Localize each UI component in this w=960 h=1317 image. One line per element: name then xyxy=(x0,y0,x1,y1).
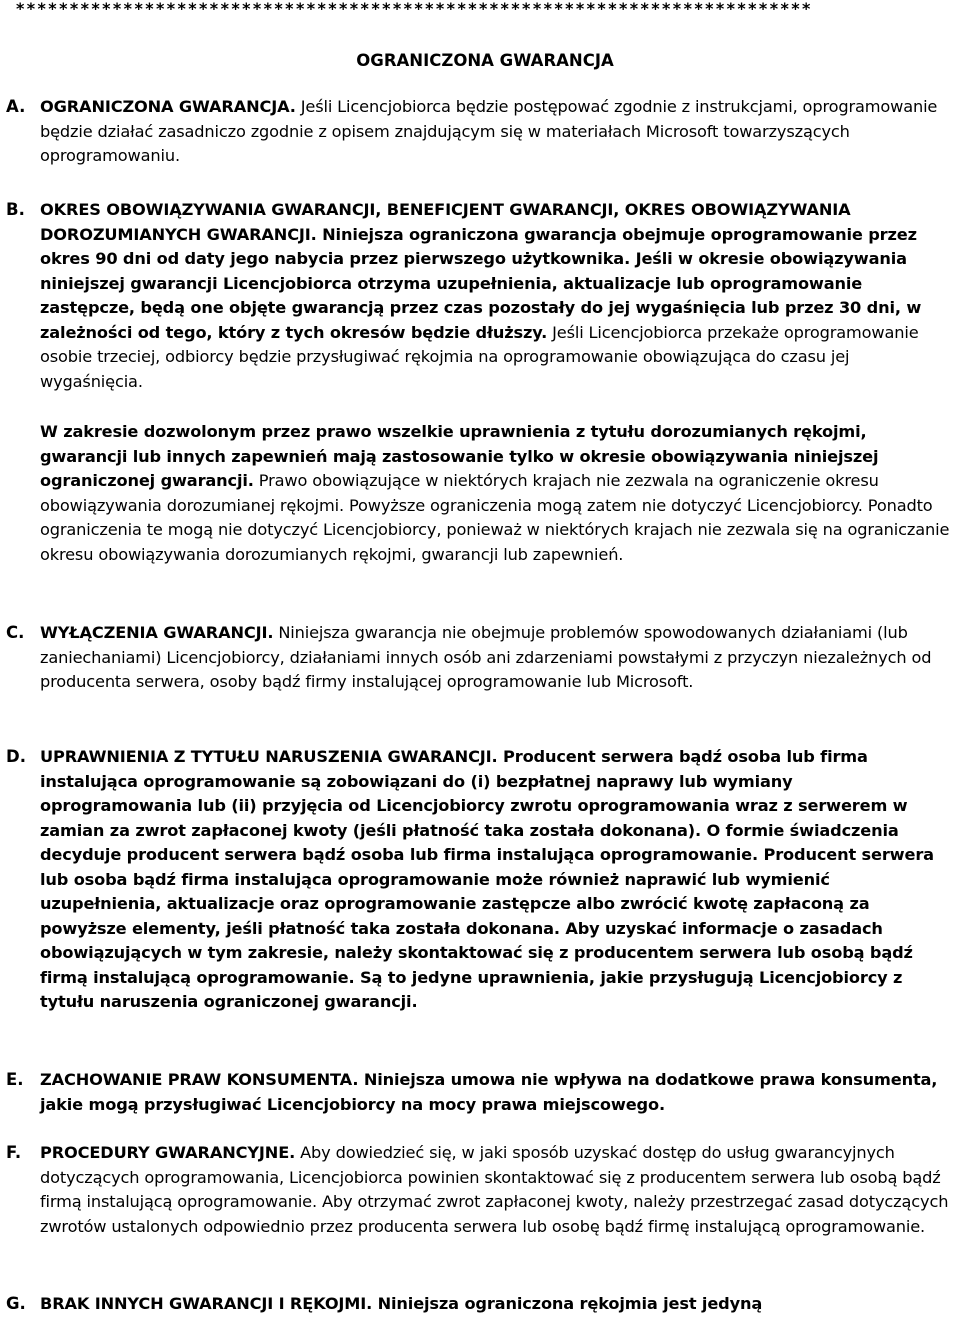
section-a-body xyxy=(40,95,950,169)
section-f-heading: PROCEDURY GWARANCYJNE. xyxy=(40,1143,296,1162)
section-e-letter: E. xyxy=(6,1070,24,1089)
section-f-text: Aby dowiedzieć się, w jaki sposób uzyskać dostęp do usług gwarancyjnych dotyczących oprogramowania, Licencjobiorca powinien skontaktować się z producentem serwera lub osobą bądź firmą instalującą oprogramowanie. Aby otrzymać zwrot zapłaconej kwoty, należy przestrzegać zasad dotyczących zwrotów ustalonych odpowiednio przez producenta serwera lub osobę bądź firmę instalującą oprogramowanie. xyxy=(40,1143,949,1236)
section-c-body xyxy=(40,621,950,695)
section-d-letter: D. xyxy=(6,747,26,766)
section-d-body xyxy=(40,745,950,1015)
section-b-para2-bold: W zakresie dozwolonym przez prawo wszelkie uprawnienia z tytułu dorozumianych rękojmi, gwarancji lub innych zapewnień mają zastosowanie tylko w okresie obowiązywania niniejszej ograniczonej gwarancji. xyxy=(40,422,879,490)
section-a-heading: OGRANICZONA GWARANCJA. xyxy=(40,97,296,116)
section-g-body xyxy=(40,1292,950,1317)
section-a-text: Jeśli Licencjobiorca będzie postępować zgodnie z instrukcjami, oprogramowanie będzie działać zasadniczo zgodnie z opisem znajdującym się w materiałach Microsoft towarzyszących oprogramowaniu. xyxy=(40,97,938,165)
document-title: OGRANICZONA GWARANCJA xyxy=(356,51,614,70)
section-g-letter: G. xyxy=(6,1294,26,1313)
section-c-letter: C. xyxy=(6,623,25,642)
section-b-text: Jeśli Licencjobiorca przekaże oprogramowanie osobie trzeciej, odbiorcy będzie przysługiwać rękojmia na oprogramowanie obowiązująca do czasu jej wygaśnięcia. xyxy=(40,322,919,391)
section-c-heading: WYŁĄCZENIA GWARANCJI. xyxy=(40,623,274,642)
section-b-body xyxy=(40,198,950,567)
section-f-body xyxy=(40,1141,950,1239)
section-b-letter: B. xyxy=(6,200,25,219)
section-e-body xyxy=(40,1068,950,1117)
asterisk-separator: ************************************************************************** xyxy=(16,0,813,18)
section-a-letter: A. xyxy=(6,97,26,116)
section-e-heading: ZACHOWANIE PRAW KONSUMENTA. Niniejsza umowa nie wpływa na dodatkowe prawa konsumenta, jakie mogą przysługiwać Licencjobiorcy na mocy prawa miejscowego. xyxy=(40,1070,938,1114)
section-b-para2-text: Prawo obowiązujące w niektórych krajach nie zezwala na ograniczenie okresu obowiązywania dorozumianej rękojmi. Powyższe ograniczenia mogą zatem nie dotyczyć Licencjobiorcy. Ponadto ograniczenia te mogą nie dotyczyć Licencjobiorcy, ponieważ w niektórych krajach nie zezwala się na ograniczanie okresu obowiązywania dorozumianych rękojmi, gwarancji lub zapewnień. xyxy=(40,471,950,564)
section-c-text: Niniejsza gwarancja nie obejmuje problemów spowodowanych działaniami (lub zaniechaniami) Licencjobiorcy, działaniami innych osób ani zdarzeniami powstałymi z przyczyn niezależnych od producenta serwera, osoby bądź firmy instalującej oprogramowanie lub Microsoft. xyxy=(40,623,932,691)
section-d-heading: UPRAWNIENIA Z TYTUŁU NARUSZENIA GWARANCJI. Producent serwera bądź osoba lub firma instalująca oprogramowanie są zobowiązani do (i) bezpłatnej naprawy lub wymiany oprogramowania lub (ii) przyjęcia od Licencjobiorcy zwrotu oprogramowania wraz z serwerem w zamian za zwrot zapłaconej kwoty (jeśli płatność taka została dokonana). O formie świadczenia decyduje producent serwera bądź osoba lub firma instalująca oprogramowanie. Producent serwera lub osoba bądź firma instalująca oprogramowanie może również naprawić lub wymienić uzupełnienia, aktualizacje oraz oprogramowanie zastępcze albo zwrócić kwotę zapłaconą za powyższe elementy, jeśli płatność taka została dokonana. Aby uzyskać informacje o zasadach obowiązujących w tym zakresie, należy skontaktować się z producentem serwera lub osobą bądź firmą instalującą oprogramowanie. Są to jedyne uprawnienia, jakie przysługują Licencjobiorcy z tytułu naruszenia ograniczonej gwarancji. xyxy=(40,747,934,1011)
section-f-letter: F. xyxy=(6,1143,22,1162)
section-g-heading: BRAK INNYCH GWARANCJI I RĘKOJMI. Niniejsza ograniczona rękojmia jest jedyną xyxy=(40,1294,763,1313)
section-b-heading: OKRES OBOWIĄZYWANIA GWARANCJI, BENEFICJENT GWARANCJI, OKRES OBOWIĄZYWANIA DOROZUMIANYCH GWARANCJI. Niniejsza ograniczona gwarancja obejmuje oprogramowanie przez okres 90 dni od daty jego nabycia przez pierwszego użytkownika. Jeśli w okresie obowiązywania niniejszej gwarancji Licencjobiorca otrzyma uzupełnienia, aktualizacje lub oprogramowanie zastępcze, będą one objęte gwarancją przez czas pozostały do jej wygaśnięcia lub przez 30 dni, w zależności od tego, który z tych okresów będzie dłuższy. xyxy=(40,200,922,342)
